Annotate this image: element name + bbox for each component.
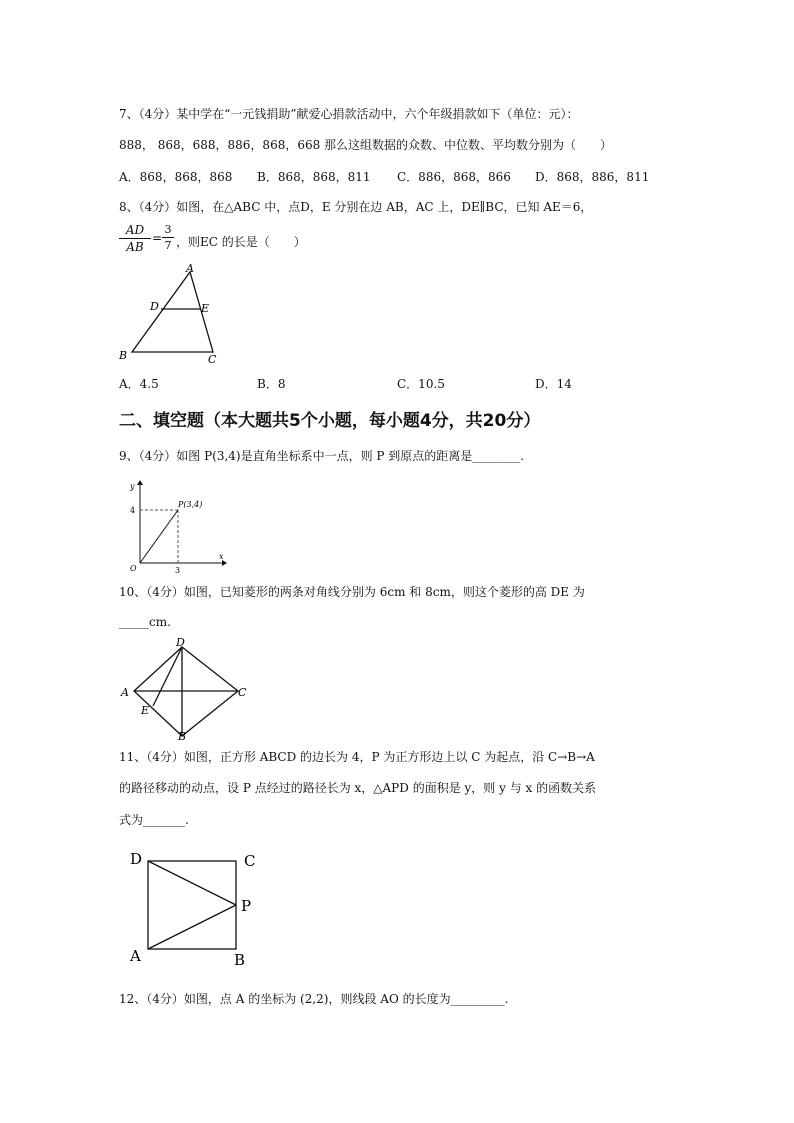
- q11-square-figure: [120, 845, 270, 975]
- q10-label-d: D: [176, 636, 185, 649]
- section-2-heading: 二、填空题（本大题共5个小题，每小题4分，共20分）: [119, 411, 541, 431]
- q8-option-d: D．14: [535, 377, 572, 391]
- q9-label-o: O: [130, 564, 137, 573]
- segment-dp: [148, 861, 236, 905]
- q7-option-c: C．886，868，866: [397, 170, 511, 184]
- q12-line1: 12、（4分）如图，点 A 的坐标为 (2,2)，则线段 AO 的长度为_________.: [119, 992, 509, 1006]
- q8-label-b: B: [119, 349, 128, 362]
- square-abcd: [148, 861, 236, 949]
- q8-option-c: C．10.5: [397, 377, 445, 391]
- q8-frac2-numerator: 3: [164, 223, 172, 236]
- q9-label-x: x: [219, 552, 224, 561]
- q11-label-p: P: [241, 897, 252, 915]
- q11-label-d: D: [130, 850, 143, 868]
- q9-coordinate-figure: [118, 477, 228, 575]
- q9-label-4: 4: [130, 506, 136, 515]
- q11-line1: 11、（4分）如图，正方形 ABCD 的边长为 4，P 为正方形边上以 C 为起点，沿 C→B→A: [119, 750, 595, 764]
- q10-label-b: B: [178, 730, 187, 743]
- q8-line1: 8、（4分）如图，在△ABC 中，点D，E 分别在边 AB，AC 上，DE∥BC，已知 AE＝6，: [119, 200, 593, 214]
- q8-line2: ，则EC 的长是（ ）: [176, 235, 306, 249]
- q8-fraction-ad-ab: [119, 223, 151, 254]
- q10-rhombus-figure: [118, 636, 248, 741]
- q9-line1: 9、（4分）如图 P(3,4)是直角坐标系中一点，则 P 到原点的距离是________.: [119, 449, 525, 463]
- q9-label-3: 3: [175, 566, 181, 575]
- q9-label-y: y: [130, 482, 135, 491]
- q11-line3: 式为_______.: [119, 813, 189, 827]
- q7-line1: 7、（4分）某中学在“一元钱捐助”献爱心捐款活动中，六个年级捐款如下（单位：元）：: [119, 107, 579, 121]
- q7-option-b: B．868，868，811: [257, 170, 371, 184]
- q8-option-a: A．4.5: [119, 377, 159, 391]
- q11-label-c: C: [244, 852, 256, 870]
- q8-option-b: B．8: [257, 377, 286, 391]
- y-axis-arrow: [137, 480, 143, 485]
- q8-label-a: A: [186, 262, 194, 275]
- q11-label-b: B: [234, 951, 246, 969]
- q8-triangle-figure: [115, 260, 235, 370]
- q7-option-d: D．868，886，811: [535, 170, 650, 184]
- q8-frac-numerator: AD: [125, 223, 145, 237]
- q10-line2: _____cm.: [119, 615, 171, 629]
- q10-label-a: A: [121, 686, 129, 699]
- q11-line2: 的路径移动的动点，设 P 点经过的路径长为 x，△APD 的面积是 y，则 y 与 x 的函数关系: [119, 781, 597, 795]
- q8-frac2-bar: [162, 237, 174, 238]
- q10-label-c: C: [238, 686, 247, 699]
- q8-fraction-3-7: [162, 223, 174, 252]
- q10-line1: 10、（4分）如图，已知菱形的两条对角线分别为 6cm 和 8cm，则这个菱形的高 DE 为: [119, 585, 585, 599]
- q8-frac-denominator: AB: [126, 240, 144, 254]
- q8-frac-bar: [119, 238, 151, 239]
- q9-label-p: P(3,4): [178, 500, 203, 509]
- q8-frac2-denominator: 7: [164, 239, 172, 252]
- height-de: [153, 647, 182, 706]
- q8-label-e: E: [201, 302, 210, 315]
- segment-ap: [148, 905, 236, 949]
- segment-op: [140, 510, 178, 563]
- q10-label-e: E: [141, 704, 150, 717]
- q7-option-a: A．868，868，868: [119, 170, 233, 184]
- q8-label-d: D: [150, 300, 159, 313]
- q11-label-a: A: [130, 947, 141, 965]
- q8-equals: =: [152, 231, 163, 245]
- q8-label-c: C: [208, 353, 217, 366]
- q7-line2: 888， 868，688，886，868，668 那么这组数据的众数、中位数、平均数分别为（ ）: [119, 138, 613, 152]
